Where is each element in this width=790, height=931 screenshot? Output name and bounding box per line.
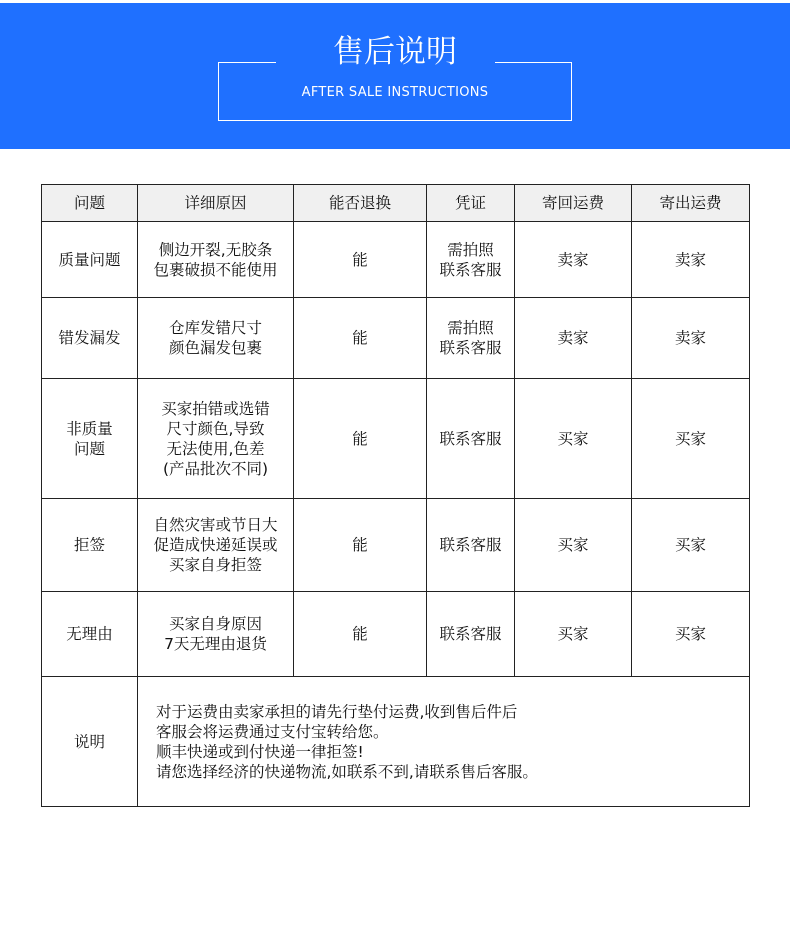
cell-send-shipping: 买家 bbox=[632, 379, 750, 499]
cell-returnable: 能 bbox=[294, 379, 427, 499]
cell-return-shipping: 买家 bbox=[515, 379, 632, 499]
col-header-send-shipping: 寄出运费 bbox=[632, 185, 750, 222]
col-header-reason: 详细原因 bbox=[138, 185, 294, 222]
note-line: 客服会将运费通过支付宝转给您。 bbox=[156, 722, 389, 741]
cell-issue: 质量问题 bbox=[42, 222, 138, 298]
note-line: 对于运费由卖家承担的请先行垫付运费,收到售后件后 bbox=[156, 702, 518, 721]
col-header-returnable: 能否退换 bbox=[294, 185, 427, 222]
after-sale-table bbox=[41, 184, 750, 807]
page-subtitle: AFTER SALE INSTRUCTIONS bbox=[301, 85, 489, 100]
table-row bbox=[42, 298, 750, 379]
cell-return-shipping: 买家 bbox=[515, 592, 632, 677]
col-header-return-shipping: 寄回运费 bbox=[515, 185, 632, 222]
cell-proof: 需拍照 联系客服 bbox=[427, 298, 515, 379]
cell-return-shipping: 卖家 bbox=[515, 298, 632, 379]
note-row bbox=[42, 677, 750, 807]
cell-reason: 买家拍错或选错 尺寸颜色,导致 无法使用,色差 (产品批次不同) bbox=[138, 379, 294, 499]
cell-reason: 仓库发错尺寸 颜色漏发包裹 bbox=[138, 298, 294, 379]
cell-issue: 拒签 bbox=[42, 499, 138, 592]
table-header-row bbox=[42, 185, 750, 222]
cell-proof: 联系客服 bbox=[427, 592, 515, 677]
cell-returnable: 能 bbox=[294, 298, 427, 379]
note-line: 请您选择经济的快递物流,如联系不到,请联系售后客服。 bbox=[156, 762, 538, 781]
table-row bbox=[42, 499, 750, 592]
cell-proof: 联系客服 bbox=[427, 499, 515, 592]
cell-send-shipping: 买家 bbox=[632, 499, 750, 592]
col-header-proof: 凭证 bbox=[427, 185, 515, 222]
cell-issue: 非质量 问题 bbox=[42, 379, 138, 499]
cell-proof: 联系客服 bbox=[427, 379, 515, 499]
cell-issue: 无理由 bbox=[42, 592, 138, 677]
table-row bbox=[42, 592, 750, 677]
note-text bbox=[138, 677, 750, 807]
cell-issue: 错发漏发 bbox=[42, 298, 138, 379]
cell-return-shipping: 卖家 bbox=[515, 222, 632, 298]
table-row bbox=[42, 222, 750, 298]
cell-reason: 自然灾害或节日大 促造成快递延误或 买家自身拒签 bbox=[138, 499, 294, 592]
cell-reason: 买家自身原因 7天无理由退货 bbox=[138, 592, 294, 677]
cell-proof: 需拍照 联系客服 bbox=[427, 222, 515, 298]
cell-send-shipping: 卖家 bbox=[632, 222, 750, 298]
table-row bbox=[42, 379, 750, 499]
note-line: 顺丰快递或到付快递一律拒签! bbox=[156, 742, 364, 761]
cell-reason: 侧边开裂,无胶条 包裹破损不能使用 bbox=[138, 222, 294, 298]
page-title: 售后说明 bbox=[333, 34, 457, 70]
cell-return-shipping: 买家 bbox=[515, 499, 632, 592]
cell-returnable: 能 bbox=[294, 222, 427, 298]
cell-send-shipping: 买家 bbox=[632, 592, 750, 677]
note-label: 说明 bbox=[42, 677, 138, 807]
col-header-issue: 问题 bbox=[42, 185, 138, 222]
cell-send-shipping: 卖家 bbox=[632, 298, 750, 379]
cell-returnable: 能 bbox=[294, 592, 427, 677]
cell-returnable: 能 bbox=[294, 499, 427, 592]
